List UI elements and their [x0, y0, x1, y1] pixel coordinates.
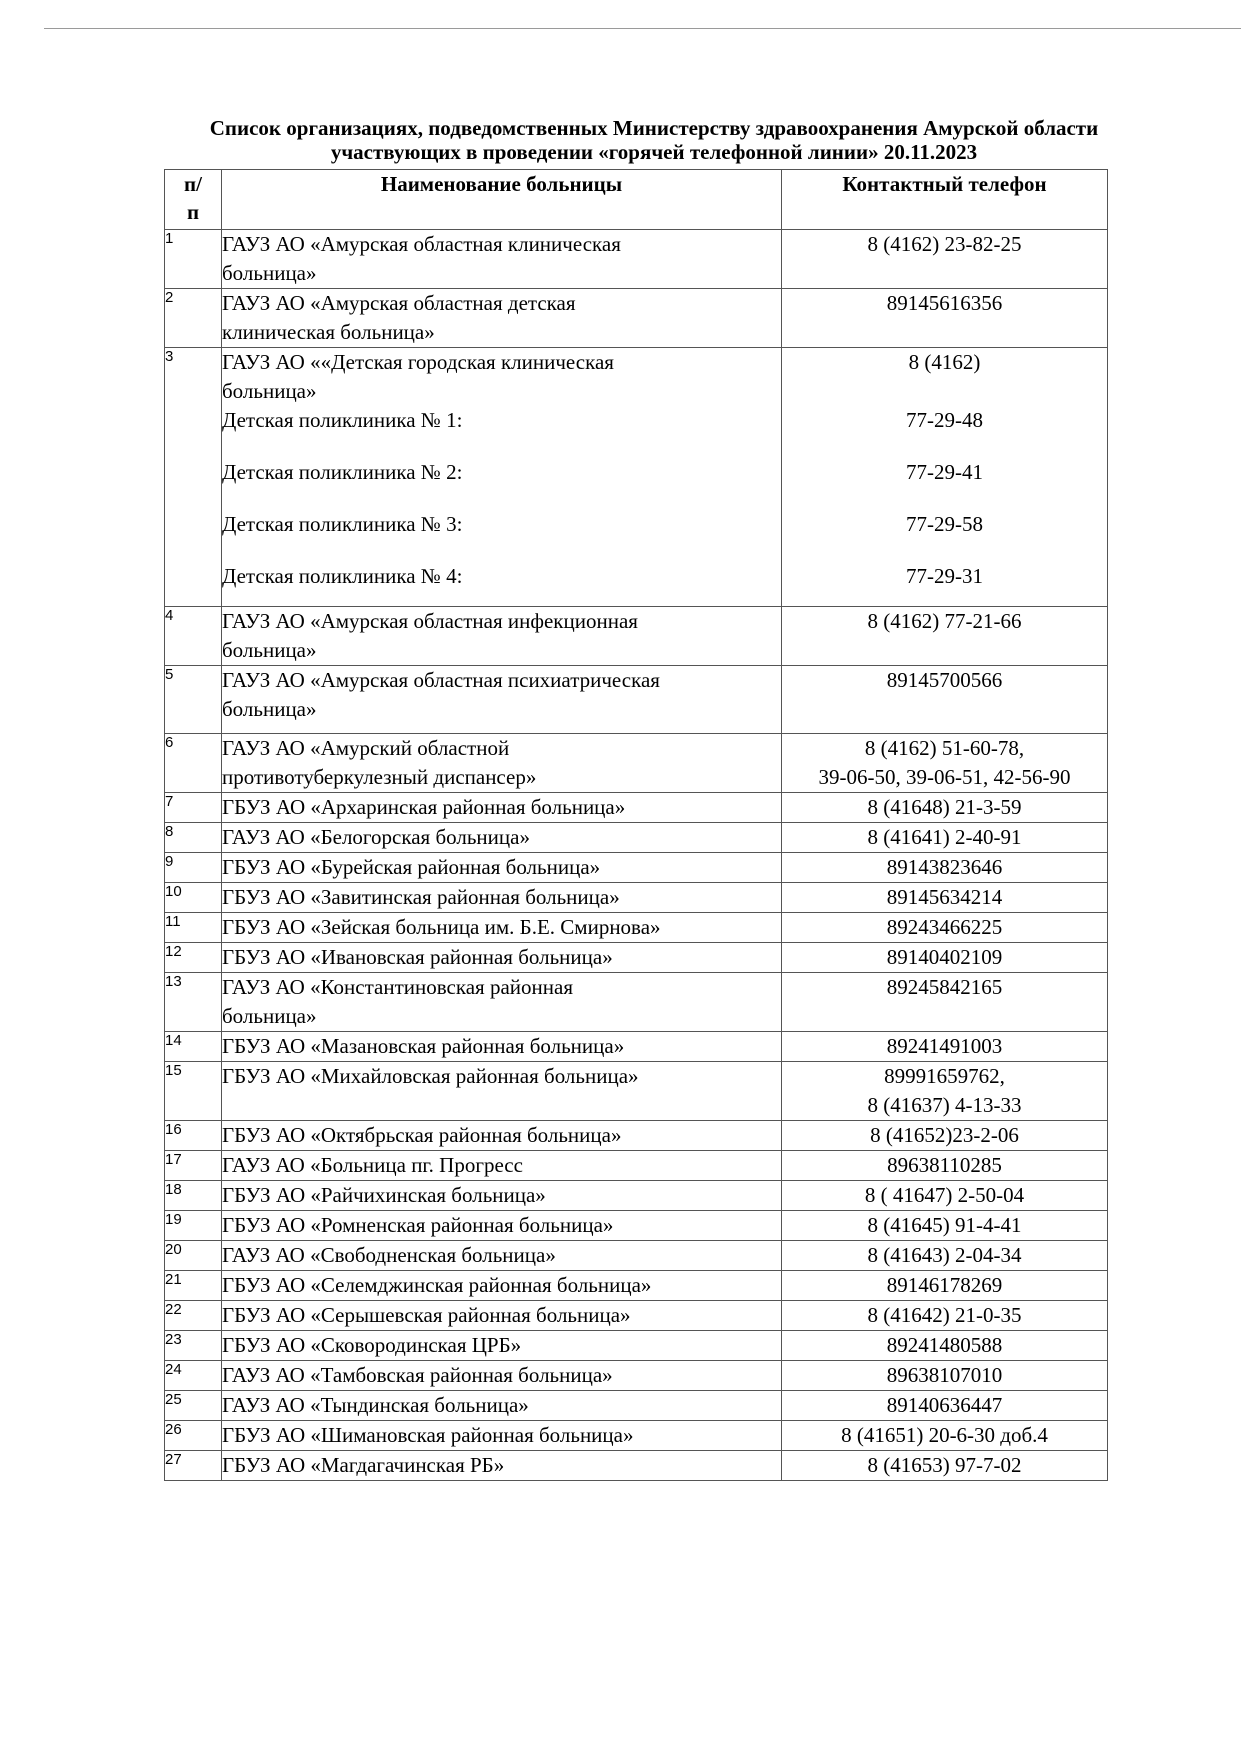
contact-phone: [782, 348, 1108, 607]
hospital-name: [222, 1331, 782, 1361]
hospital-name-line: ГБУЗ АО «Мазановская районная больница»: [222, 1034, 625, 1058]
hospital-name: [222, 853, 782, 883]
table-row: [165, 734, 1108, 793]
table-row: [165, 1421, 1108, 1451]
table-row: [165, 1451, 1108, 1481]
polyclinic-phone: 77-29-58: [906, 512, 983, 536]
hospital-name: [222, 1181, 782, 1211]
contact-phone: [782, 1181, 1108, 1211]
row-number: 10: [165, 883, 222, 913]
contact-phone-line: 8 (4162) 51-60-78,: [864, 736, 1025, 760]
table-row: [165, 1271, 1108, 1301]
table-row: [165, 973, 1108, 1032]
table-row: [165, 793, 1108, 823]
header-number-line-1: п/: [184, 172, 202, 196]
contact-phone: [782, 913, 1108, 943]
contact-phone: [782, 734, 1108, 793]
row-number: 18: [165, 1181, 222, 1211]
row-number: 11: [165, 913, 222, 943]
hospital-name-line: ГБУЗ АО «Бурейская районная больница»: [222, 855, 601, 879]
polyclinic-name: Детская поликлиника № 3:: [222, 512, 463, 536]
table-row: [165, 1121, 1108, 1151]
contact-phone-line: 89140636447: [886, 1393, 1003, 1417]
hospital-name-line: больница»: [222, 697, 317, 721]
polyclinic-phone: 77-29-48: [906, 408, 983, 432]
row-number: 22: [165, 1301, 222, 1331]
hospital-name-line: ГБУЗ АО «Сковородинская ЦРБ»: [222, 1333, 522, 1357]
hospital-name-line: ГБУЗ АО «Магдагачинская РБ»: [222, 1453, 505, 1477]
table-row: [165, 913, 1108, 943]
contact-phone-line: 8 (41653) 97-7-02: [867, 1453, 1022, 1477]
contact-phone: [782, 853, 1108, 883]
contact-phone: [782, 1391, 1108, 1421]
contact-phone-line: 89145700566: [886, 668, 1003, 692]
hospital-name-line: ГБУЗ АО «Архаринская районная больница»: [222, 795, 626, 819]
hospital-name: [222, 1421, 782, 1451]
hospital-name-line: ГАУЗ АО «Амурская областная психиатрическая: [222, 668, 660, 692]
table-row: [165, 1151, 1108, 1181]
contact-phone: [782, 607, 1108, 666]
hospital-name-line: ГБУЗ АО «Ромненская районная больница»: [222, 1213, 614, 1237]
hospital-name-line: ГАУЗ АО «Тамбовская районная больница»: [222, 1363, 613, 1387]
hospital-name-line: клиническая больница»: [222, 320, 435, 344]
contact-phone-line: 8 (41645) 91-4-41: [867, 1213, 1022, 1237]
polyclinic-name: Детская поликлиника № 4:: [222, 564, 463, 588]
contact-phone: [782, 1301, 1108, 1331]
contact-phone-line: 89638110285: [887, 1153, 1002, 1177]
contact-phone: [782, 1211, 1108, 1241]
contact-phone-line: 89145616356: [886, 291, 1003, 315]
header-number: [165, 170, 222, 230]
row-number: 25: [165, 1391, 222, 1421]
hospital-name: [222, 348, 782, 607]
contact-phone-line: 89991659762,: [884, 1064, 1005, 1088]
hospital-name: [222, 666, 782, 734]
polyclinic-name: Детская поликлиника № 2:: [222, 460, 463, 484]
contact-phone: [782, 1271, 1108, 1301]
contact-phone-line: 8 (41641) 2-40-91: [867, 825, 1022, 849]
row-number: 24: [165, 1361, 222, 1391]
hospital-name-line: ГАУЗ АО «Больница пг. Прогресс: [222, 1153, 523, 1177]
table-row: [165, 943, 1108, 973]
hospital-name: [222, 1241, 782, 1271]
hospital-name: [222, 1361, 782, 1391]
contact-phone-line: 89245842165: [886, 975, 1003, 999]
hospital-name: [222, 1301, 782, 1331]
table-row: [165, 1211, 1108, 1241]
contact-phone: [782, 230, 1108, 289]
hospital-name-line: ГБУЗ АО «Октябрьская районная больница»: [222, 1123, 622, 1147]
hospital-name-line: ГАУЗ АО «Амурский областной: [222, 736, 510, 760]
title-line-2: участвующих в проведении «горячей телефонной линии» 20.11.2023: [330, 140, 978, 164]
row-number: 7: [165, 793, 222, 823]
hospital-name-line: ГБУЗ АО «Зейская больница им. Б.Е. Смирнова»: [222, 915, 661, 939]
contact-phone: [782, 1451, 1108, 1481]
table-row: [165, 1301, 1108, 1331]
row-number: 12: [165, 943, 222, 973]
hospital-name-line: ГАУЗ АО «Белогорская больница»: [222, 825, 530, 849]
hospital-name-line: больница»: [222, 261, 317, 285]
table-row: [165, 348, 1108, 607]
hospital-name: [222, 734, 782, 793]
row-number: 17: [165, 1151, 222, 1181]
header-hospital-name: Наименование больницы: [222, 170, 782, 230]
hospital-name-line: ГАУЗ АО «Константиновская районная: [222, 975, 573, 999]
hospital-name-line: ГБУЗ АО «Ивановская районная больница»: [222, 945, 613, 969]
row-number: 23: [165, 1331, 222, 1361]
polyclinic-name: Детская поликлиника № 1:: [222, 408, 463, 432]
hospital-name-line: больница»: [222, 1004, 317, 1028]
hospital-name-line: ГБУЗ АО «Райчихинская больница»: [222, 1183, 546, 1207]
hospital-name-line: ГАУЗ АО «Амурская областная детская: [222, 291, 576, 315]
row-number: 13: [165, 973, 222, 1032]
hospital-name-line: больница»: [222, 379, 317, 403]
table-row: [165, 1241, 1108, 1271]
contact-phone-line: 89241491003: [886, 1034, 1003, 1058]
table-row: [165, 666, 1108, 734]
row-number: 2: [165, 289, 222, 348]
contact-phone: [782, 1032, 1108, 1062]
hospital-name: [222, 230, 782, 289]
contact-phone-line: 89241480588: [886, 1333, 1003, 1357]
hospital-name-line: ГАУЗ АО «Амурская областная инфекционная: [222, 609, 638, 633]
row-number: 27: [165, 1451, 222, 1481]
contact-phone-line: 8 (41652)23-2-06: [870, 1123, 1019, 1147]
table-row: [165, 883, 1108, 913]
contact-phone: [782, 1421, 1108, 1451]
row-number: 4: [165, 607, 222, 666]
contact-phone: [782, 943, 1108, 973]
hospital-name: [222, 1032, 782, 1062]
table-row: [165, 289, 1108, 348]
hospital-name: [222, 607, 782, 666]
table-row: [165, 1032, 1108, 1062]
row-number: 6: [165, 734, 222, 793]
hospital-name-line: ГАУЗ АО «Свободненская больница»: [222, 1243, 556, 1267]
hospital-name-line: ГБУЗ АО «Селемджинская районная больница»: [222, 1273, 652, 1297]
row-number: 1: [165, 230, 222, 289]
hospital-name: [222, 1151, 782, 1181]
table-row: [165, 1361, 1108, 1391]
contact-phone-line: 89140402109: [886, 945, 1003, 969]
table-row: [165, 853, 1108, 883]
contact-phone-line: 89243466225: [886, 915, 1003, 939]
hospital-name-line: ГАУЗ АО ««Детская городская клиническая: [222, 350, 614, 374]
contact-phone: [782, 1241, 1108, 1271]
contact-phone-line: 8 (41651) 20-6-30 доб.4: [841, 1423, 1048, 1447]
row-number: 19: [165, 1211, 222, 1241]
contact-phone: [782, 289, 1108, 348]
hospital-name: [222, 1211, 782, 1241]
row-number: 3: [165, 348, 222, 607]
contact-phone: [782, 1151, 1108, 1181]
contact-phone-line: 8 (41637) 4-13-33: [867, 1093, 1022, 1117]
table-header-row: [165, 170, 1108, 230]
table-row: [165, 1391, 1108, 1421]
title-line-1: Список организацияx, подведомственных Министерству здравоохранения Амурской области: [209, 116, 1099, 140]
table-body: [165, 230, 1108, 1481]
hospital-name-line: ГБУЗ АО «Серышевская районная больница»: [222, 1303, 631, 1327]
contact-phone-line: 8 (4162) 23-82-25: [867, 232, 1022, 256]
hospital-name: [222, 1271, 782, 1301]
hospital-name-line: ГБУЗ АО «Завитинская районная больница»: [222, 885, 620, 909]
hospital-name: [222, 1451, 782, 1481]
contact-phone-line: 89638107010: [886, 1363, 1003, 1387]
contact-phone-line: 8 (41643) 2-04-34: [867, 1243, 1022, 1267]
row-number: 21: [165, 1271, 222, 1301]
hospital-name-line: ГАУЗ АО «Амурская областная клиническая: [222, 232, 621, 256]
contact-phone: [782, 1121, 1108, 1151]
row-number: 26: [165, 1421, 222, 1451]
contact-phone-line: 89146178269: [886, 1273, 1003, 1297]
contact-phone: [782, 1361, 1108, 1391]
contact-phone: [782, 823, 1108, 853]
hospital-name-line: больница»: [222, 638, 317, 662]
row-number: 20: [165, 1241, 222, 1271]
contact-phone: [782, 793, 1108, 823]
hospital-name: [222, 289, 782, 348]
header-contact-phone: Контактный телефон: [782, 170, 1108, 230]
hospital-name: [222, 823, 782, 853]
hospital-name: [222, 1062, 782, 1121]
page-top-rule: [44, 28, 1241, 29]
contact-phone: [782, 1062, 1108, 1121]
hospital-name: [222, 1121, 782, 1151]
table-row: [165, 607, 1108, 666]
hospital-name-line: ГБУЗ АО «Шимановская районная больница»: [222, 1423, 634, 1447]
header-number-line-2: п: [186, 200, 200, 224]
row-number: 15: [165, 1062, 222, 1121]
table-row: [165, 1062, 1108, 1121]
row-number: 8: [165, 823, 222, 853]
contact-phone: [782, 883, 1108, 913]
table-row: [165, 230, 1108, 289]
hospital-name-line: противотуберкулезный диспансер»: [222, 765, 537, 789]
row-number: 5: [165, 666, 222, 734]
contact-phone: [782, 973, 1108, 1032]
contact-phone-line: 8 (41642) 21-0-35: [867, 1303, 1022, 1327]
row-number: 9: [165, 853, 222, 883]
contact-phone-line: 8 ( 41647) 2-50-04: [864, 1183, 1025, 1207]
table-row: [165, 1181, 1108, 1211]
hospital-name: [222, 973, 782, 1032]
contact-phone-line: 8 (41648) 21-3-59: [867, 795, 1022, 819]
contact-phone-line: 8 (4162): [908, 350, 981, 374]
row-number: 14: [165, 1032, 222, 1062]
table-row: [165, 823, 1108, 853]
polyclinic-phone: 77-29-31: [906, 564, 983, 588]
hospital-name: [222, 793, 782, 823]
contact-phone-line: 89143823646: [886, 855, 1003, 879]
contact-phone-line: 39-06-50, 39-06-51, 42-56-90: [818, 765, 1071, 789]
hospital-name: [222, 1391, 782, 1421]
contact-phone: [782, 666, 1108, 734]
row-number: 16: [165, 1121, 222, 1151]
document-title: [150, 116, 1158, 164]
table-row: [165, 1331, 1108, 1361]
contact-phone-line: 8 (4162) 77-21-66: [867, 609, 1022, 633]
hospital-name: [222, 913, 782, 943]
polyclinic-phone: 77-29-41: [906, 460, 983, 484]
hospitals-table: [164, 169, 1108, 1481]
contact-phone: [782, 1331, 1108, 1361]
hospital-name-line: ГАУЗ АО «Тындинская больница»: [222, 1393, 529, 1417]
contact-phone-line: 89145634214: [886, 885, 1003, 909]
hospital-name-line: ГБУЗ АО «Михайловская районная больница»: [222, 1064, 639, 1088]
hospital-name: [222, 943, 782, 973]
hospital-name: [222, 883, 782, 913]
